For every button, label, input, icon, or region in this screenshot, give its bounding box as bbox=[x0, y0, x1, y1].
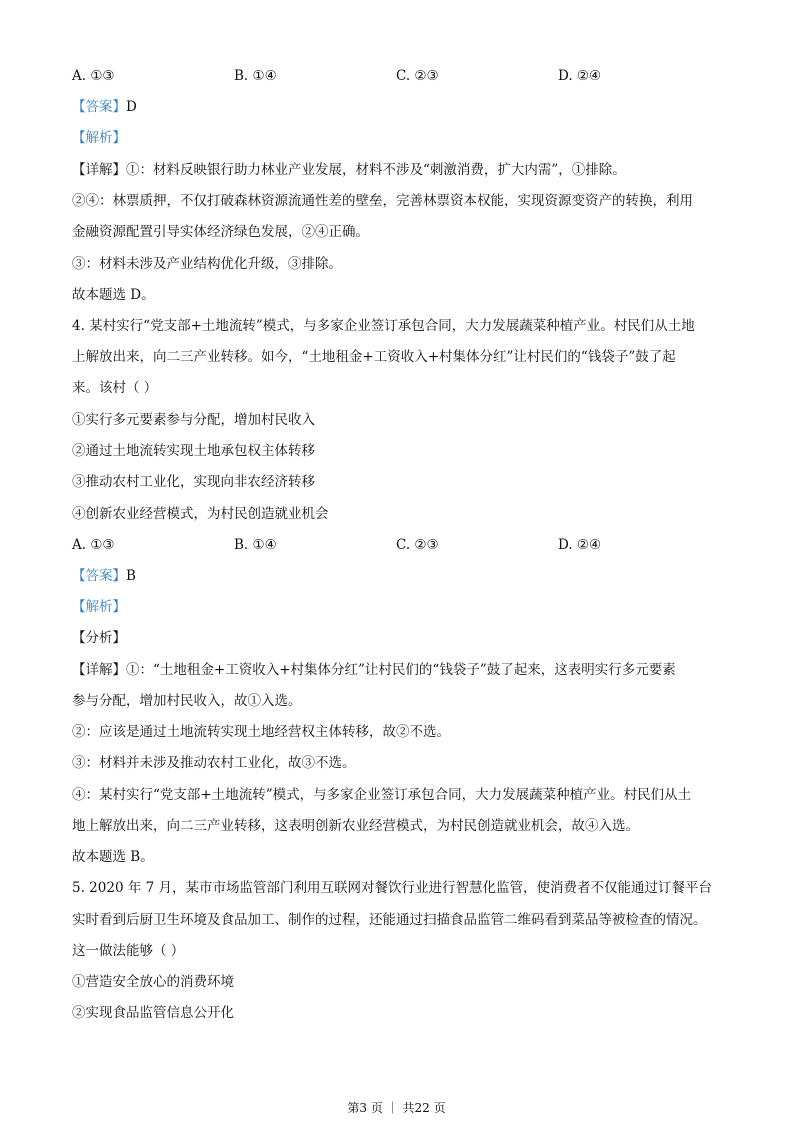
q3-answer-line bbox=[72, 97, 137, 117]
q3-answer: D bbox=[126, 99, 137, 115]
q4-detail-line-3: ②：应该是通过土地流转实现土地经营权主体转移，故②不选。 bbox=[72, 724, 450, 740]
q4-option-d: D. ②④ bbox=[558, 537, 602, 553]
q4-item-2: ②通过土地流转实现土地承包权主体转移 bbox=[72, 443, 315, 459]
q5-stem-line-1: 5. 2020 年 7 月，某市市场监管部门利用互联网对餐饮行业进行智慧化监管，使消费者不仅能通过订餐平台 bbox=[72, 880, 712, 896]
q5-stem-line-3: 这一做法能够（ ） bbox=[72, 943, 185, 959]
q4-detail-text: ①：“土地租金+工资收入+村集体分红”让村民们的“钱袋子”鼓了起来，这表明实行多元要素 bbox=[126, 662, 676, 678]
q4-conclusion: 故本题选 B。 bbox=[72, 849, 154, 865]
q3-option-b: B. ①④ bbox=[234, 68, 277, 84]
q5-item-2: ②实现食品监管信息公开化 bbox=[72, 1005, 234, 1021]
q4-fenxi-tag: 【分析】 bbox=[72, 630, 126, 646]
q4-detail-line-4: ③：材料并未涉及推动农村工业化，故③不选。 bbox=[72, 755, 356, 771]
q3-detail-text: ①：材料反映银行助力林业产业发展，材料不涉及“刺激消费，扩大内需”，①排除。 bbox=[126, 162, 626, 178]
q4-answer-tag: 【答案】 bbox=[72, 568, 126, 584]
page-footer: 第3 页 ｜ 共22 页 bbox=[347, 1101, 446, 1115]
q3-options bbox=[72, 66, 722, 86]
q3-detail-line-4: ③：材料未涉及产业结构优化升级，③排除。 bbox=[72, 256, 342, 272]
q3-analysis-tag: 【解析】 bbox=[72, 130, 126, 146]
q4-item-1: ①实行多元要素参与分配，增加村民收入 bbox=[72, 412, 315, 428]
q3-detail-tag: 【详解】 bbox=[72, 162, 126, 178]
q3-option-c: C. ②③ bbox=[396, 68, 439, 84]
q3-option-a: A. ①③ bbox=[72, 68, 115, 84]
q4-stem-line-2: 上解放出来，向二三产业转移。如今，“土地租金+工资收入+村集体分红”让村民们的“钱袋子”鼓了起 bbox=[72, 349, 676, 365]
q3-conclusion: 故本题选 D。 bbox=[72, 287, 155, 303]
q4-option-a: A. ①③ bbox=[72, 537, 115, 553]
q4-detail-line-6: 地上解放出来，向二三产业转移，这表明创新农业经营模式，为村民创造就业机会，故④入选。 bbox=[72, 818, 639, 834]
q4-stem-line-3: 来。该村（ ） bbox=[72, 380, 158, 396]
q3-option-d: D. ②④ bbox=[558, 68, 602, 84]
q5-item-1: ①营造安全放心的消费环境 bbox=[72, 974, 234, 990]
q4-item-3: ③推动农村工业化，实现向非农经济转移 bbox=[72, 474, 315, 490]
q4-detail-line-1 bbox=[72, 660, 676, 680]
q4-answer: B bbox=[126, 568, 136, 584]
q3-detail-line-3: 金融资源配置引导实体经济绿色发展，②④正确。 bbox=[72, 224, 369, 240]
q4-answer-line bbox=[72, 566, 136, 586]
q4-options bbox=[72, 535, 722, 555]
q4-detail-line-5: ④：某村实行“党支部+土地流转”模式，与多家企业签订承包合同，大力发展蔬菜种植产业。村民们从土 bbox=[72, 787, 692, 803]
q4-analysis-tag: 【解析】 bbox=[72, 599, 126, 615]
q4-item-4: ④创新农业经营模式，为村民创造就业机会 bbox=[72, 506, 329, 522]
q3-answer-tag: 【答案】 bbox=[72, 99, 126, 115]
q5-stem-line-2: 实时看到后厨卫生环境及食品加工、制作的过程，还能通过扫描食品监管二维码看到菜品等被检查的情况。 bbox=[72, 912, 707, 928]
q4-option-c: C. ②③ bbox=[396, 537, 439, 553]
q3-detail-line-1 bbox=[72, 160, 626, 180]
q4-option-b: B. ①④ bbox=[234, 537, 277, 553]
q3-detail-line-2: ②④：林票质押，不仅打破森林资源流通性差的壁垒，完善林票资本权能，实现资源变资产的转换，利用 bbox=[72, 193, 693, 209]
q4-stem-line-1: 4. 某村实行“党支部+土地流转”模式，与多家企业签订承包合同，大力发展蔬菜种植产业。村民们从土地 bbox=[72, 318, 695, 334]
q4-detail-tag: 【详解】 bbox=[72, 662, 126, 678]
q4-detail-line-2: 参与分配，增加村民收入，故①入选。 bbox=[72, 693, 302, 709]
